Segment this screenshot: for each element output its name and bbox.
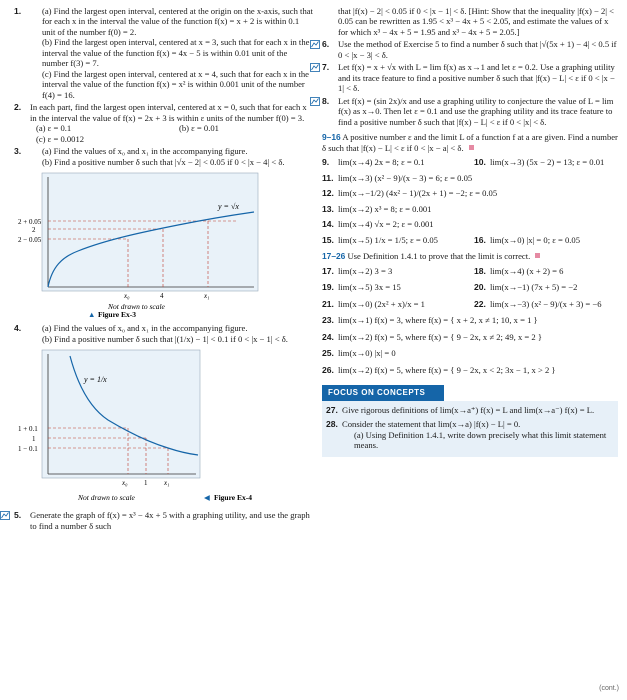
x1-label: x₁ <box>164 479 170 488</box>
left-column <box>14 6 314 533</box>
exercise-22-text: lim(x→−3) (x² − 9)/(x + 3) = −6 <box>490 298 602 309</box>
exercise-3a: (a) Find the values of x₀ and x₁ in the accompanying figure. <box>42 146 248 157</box>
section-intro: A positive number ε and the limit L of a function f at a are given. Find a number δ such that |f(x) − L| < ε if 0 < |x − a| < δ. <box>322 132 618 153</box>
exercise-6-text: Use the method of Exercise 5 to find a number δ such that |√(5x + 1) − 4| < 0.5 if 0 < |x − 3| < δ. <box>338 39 617 60</box>
exercise-9-text: lim(x→4) 2x = 8; ε = 0.1 <box>338 157 425 168</box>
exercise-number: 24. <box>322 331 334 342</box>
exercise-8-text: Let f(x) = (sin 2x)/x and use a graphing utility to conjecture the value of L = lim f(x) as x→0. Then let ε = 0.1 and use the graphing utility and its trace feature to find a positive number δ such that |f(x) − L| < ε if 0 < |x| < δ. <box>338 95 614 127</box>
exercise-21 <box>322 299 466 309</box>
focus-on-concepts-header: FOCUS ON CONCEPTS <box>322 385 444 401</box>
exercise-number: 19. <box>322 282 334 293</box>
exercise-9 <box>322 157 466 167</box>
exercise-5-text: Generate the graph of f(x) = x³ − 4x + 5 with a graphing utility, and use the graph to find a number δ such <box>30 510 310 531</box>
exercise-number: 14. <box>322 219 334 230</box>
exercise-number: 13. <box>322 203 334 214</box>
graphing-utility-icon <box>310 40 320 49</box>
exercise-21-text: lim(x→0) (2x² + x)/x = 1 <box>338 298 425 309</box>
exercise-5-continued <box>322 6 618 37</box>
y-label-upper: 2 + 0.05 <box>18 218 42 227</box>
exercise-27 <box>326 405 614 415</box>
exercise-28a: (a) Using Definition 1.4.1, write down precisely what this limit statement means. <box>354 429 607 451</box>
exercise-20-text: lim(x→−1) (7x + 5) = −2 <box>490 282 578 293</box>
exercise-26 <box>322 365 618 375</box>
exercise-2b: (b) ε = 0.01 <box>179 123 219 134</box>
exercises-17-26 <box>322 266 618 375</box>
x0-label: x₀ <box>122 479 128 488</box>
exercise-12 <box>322 188 618 198</box>
exercise-16-text: lim(x→0) |x| = 0; ε = 0.05 <box>490 234 581 245</box>
y-label-lower: 2 − 0.05 <box>18 236 42 245</box>
exercise-2c: (c) ε = 0.0012 <box>36 133 85 144</box>
section-header: 17–26 <box>322 251 346 262</box>
exercises-9-16 <box>322 157 618 245</box>
exercise-16 <box>474 235 618 245</box>
exercise-3b: (b) Find a positive number δ such that |√x − 2| < 0.05 if 0 < |x − 4| < δ. <box>42 156 285 167</box>
x4-label: 4 <box>160 292 164 301</box>
exercise-19-text: lim(x→5) 3x = 15 <box>338 282 401 293</box>
exercise-25-text: lim(x→0) |x| = 0 <box>338 348 396 359</box>
exercise-8 <box>322 96 618 127</box>
end-marker-icon <box>469 145 474 150</box>
figure-caption: Figure Ex-3 <box>98 310 136 320</box>
exercise-number: 9. <box>322 157 330 168</box>
exercise-10 <box>474 157 618 167</box>
exercise-24-text: lim(x→2) f(x) = 5, where f(x) = { 9 − 2x, x ≠ 2; 49, x = 2 } <box>338 331 542 342</box>
figure-ex-3 <box>18 169 308 319</box>
end-marker-icon <box>535 253 540 258</box>
exercise-number: 3. <box>14 146 22 157</box>
exercise-number: 4. <box>14 323 22 334</box>
figure-ex-4-panel <box>42 350 200 478</box>
graphing-utility-icon <box>310 97 320 106</box>
exercise-14-text: lim(x→4) √x = 2; ε = 0.001 <box>338 219 434 230</box>
exercise-25 <box>322 348 618 358</box>
exercise-number: 1. <box>14 6 22 16</box>
exercise-2a: (a) ε = 0.1 <box>36 123 72 134</box>
exercise-18 <box>474 266 618 276</box>
exercise-number: 15. <box>322 234 334 245</box>
curve-label: y = 1/x <box>84 375 107 385</box>
exercise-2-text: In each part, find the largest open interval, centered at x = 0, such that for each x in the interval the value of f(x) = 2x + 3 is within ε units of the number f(0) = 3. <box>30 102 307 123</box>
exercise-1b: (b) Find the largest open interval, centered at x = 3, such that for each x in the interval the value of the function f(x) = 4x − 5 is within 0.01 unit of the number f(3) = 7. <box>42 37 310 69</box>
exercise-2 <box>14 102 314 144</box>
exercise-26-text: lim(x→2) f(x) = 5, where f(x) = { 9 − 2x, x < 2; 3x − 1, x > 2 } <box>338 364 556 375</box>
exercise-18-text: lim(x→4) (x + 2) = 6 <box>490 265 564 276</box>
not-drawn-note: Not drawn to scale <box>108 302 165 312</box>
exercise-number: 2. <box>14 102 22 113</box>
exercise-13 <box>322 204 618 214</box>
section-intro: Use Definition 1.4.1 to prove that the limit is correct. <box>347 251 531 262</box>
x1-tick-label: 1 <box>144 479 148 488</box>
exercise-14 <box>322 219 618 229</box>
exercise-20 <box>474 282 618 292</box>
figure-ex-3-panel <box>42 173 258 291</box>
exercise-number: 22. <box>474 298 486 309</box>
x0-label: x₀ <box>124 292 130 301</box>
exercise-1a: (a) Find the largest open interval, centered at the origin on the x-axis, such that for each x in the interval the value of the function f(x) = x + 2 is within 0.1 unit of the number f(0) = 2. <box>42 6 313 37</box>
exercise-number: 20. <box>474 282 486 293</box>
figure-ex-4 <box>18 346 308 506</box>
exercise-1 <box>14 6 314 100</box>
exercise-24 <box>322 332 618 342</box>
x1-label: x₁ <box>204 292 210 301</box>
exercise-1c: (c) Find the largest open interval, centered at x = 4, such that for each x in the interval the value of the function f(x) = x² is within 0.001 unit of the number f(4) = 16. <box>42 68 309 100</box>
right-column <box>322 6 618 457</box>
section-17-26 <box>322 251 618 261</box>
graphing-utility-icon <box>310 63 320 72</box>
exercise-4b: (b) Find a positive number δ such that |(1/x) − 1| < 0.1 if 0 < |x − 1| < δ. <box>42 333 288 344</box>
graphing-utility-icon <box>0 511 10 520</box>
exercise-number: 5. <box>14 510 22 521</box>
exercise-28 <box>326 419 614 450</box>
curve-label: y = √x <box>218 202 239 212</box>
exercise-11 <box>322 173 618 183</box>
exercise-3 <box>14 146 314 167</box>
exercise-number: 17. <box>322 265 334 276</box>
exercise-15 <box>322 235 466 245</box>
exercise-4 <box>14 323 314 344</box>
not-drawn-note: Not drawn to scale <box>78 493 135 503</box>
exercise-number: 25. <box>322 348 334 359</box>
exercise-number: 8. <box>322 95 330 106</box>
section-9-16 <box>322 132 618 153</box>
exercise-23 <box>322 315 618 325</box>
exercise-19 <box>322 282 466 292</box>
exercise-number: 21. <box>322 298 334 309</box>
exercise-6 <box>322 39 618 60</box>
section-header: 9–16 <box>322 132 341 143</box>
exercise-23-text: lim(x→1) f(x) = 3, where f(x) = { x + 2, x ≠ 1; 10, x = 1 } <box>338 315 538 326</box>
figure-caption: Figure Ex-4 <box>214 493 252 503</box>
exercise-number: 11. <box>322 172 334 183</box>
exercise-28-text: Consider the statement that lim(x→a) |f(x) − L| = 0. <box>342 419 521 430</box>
exercise-5 <box>14 510 314 531</box>
y-label-mid: 1 <box>32 435 36 444</box>
exercise-number: 28. <box>326 419 338 430</box>
exercise-7-text: Let f(x) = x + √x with L = lim f(x) as x→1 and let ε = 0.2. Use a graphing utility and its trace feature to find a positive number δ such that |f(x) − L| < ε if 0 < |x − 1| < δ. <box>338 62 615 94</box>
y-label-mid: 2 <box>32 226 36 235</box>
figure-triangle-icon: ▲ <box>88 310 96 320</box>
exercise-number: 12. <box>322 188 334 199</box>
exercise-22 <box>474 299 618 309</box>
exercise-number: 6. <box>322 39 330 50</box>
exercise-5-continued-text: that |f(x) − 2| < 0.05 if 0 < |x − 1| < δ. [Hint: Show that the inequality |f(x) − 2| < 0.05 can be rewritten as 1.95 < x³ − 4x + 5 < 2.05, and estimate the values of x for which x³ − 4x + 5 = 1.95 and x³ − 4x + 5 = 2.05.] <box>338 6 614 37</box>
exercise-7 <box>322 62 618 93</box>
continued-note: (cont.) <box>599 685 619 693</box>
exercise-17 <box>322 266 466 276</box>
focus-on-concepts-panel <box>322 401 618 457</box>
exercise-number: 23. <box>322 315 334 326</box>
exercise-12-text: lim(x→−1/2) (4x² − 1)/(2x + 1) = −2; ε = 0.05 <box>338 188 498 199</box>
exercise-10-text: lim(x→3) (5x − 2) = 13; ε = 0.01 <box>490 157 605 168</box>
exercise-27-text: Give rigorous definitions of lim(x→a⁺) f(x) = L and lim(x→a⁻) f(x) = L. <box>342 404 595 415</box>
exercise-11-text: lim(x→3) (x² − 9)/(x − 3) = 6; ε = 0.05 <box>338 172 473 183</box>
exercise-number: 16. <box>474 234 486 245</box>
exercise-4a: (a) Find the values of x₀ and x₁ in the accompanying figure. <box>42 323 248 334</box>
y-label-lower: 1 − 0.1 <box>18 445 38 454</box>
exercise-13-text: lim(x→2) x³ = 8; ε = 0.001 <box>338 203 432 214</box>
exercise-number: 7. <box>322 62 330 73</box>
exercise-15-text: lim(x→5) 1/x = 1/5; ε = 0.05 <box>338 234 438 245</box>
exercise-17-text: lim(x→2) 3 = 3 <box>338 265 393 276</box>
y-label-upper: 1 + 0.1 <box>18 425 38 434</box>
figure-triangle-icon: ◀ <box>204 493 210 503</box>
exercise-number: 26. <box>322 364 334 375</box>
exercise-number: 27. <box>326 404 338 415</box>
exercise-number: 10. <box>474 157 486 168</box>
exercise-number: 18. <box>474 265 486 276</box>
